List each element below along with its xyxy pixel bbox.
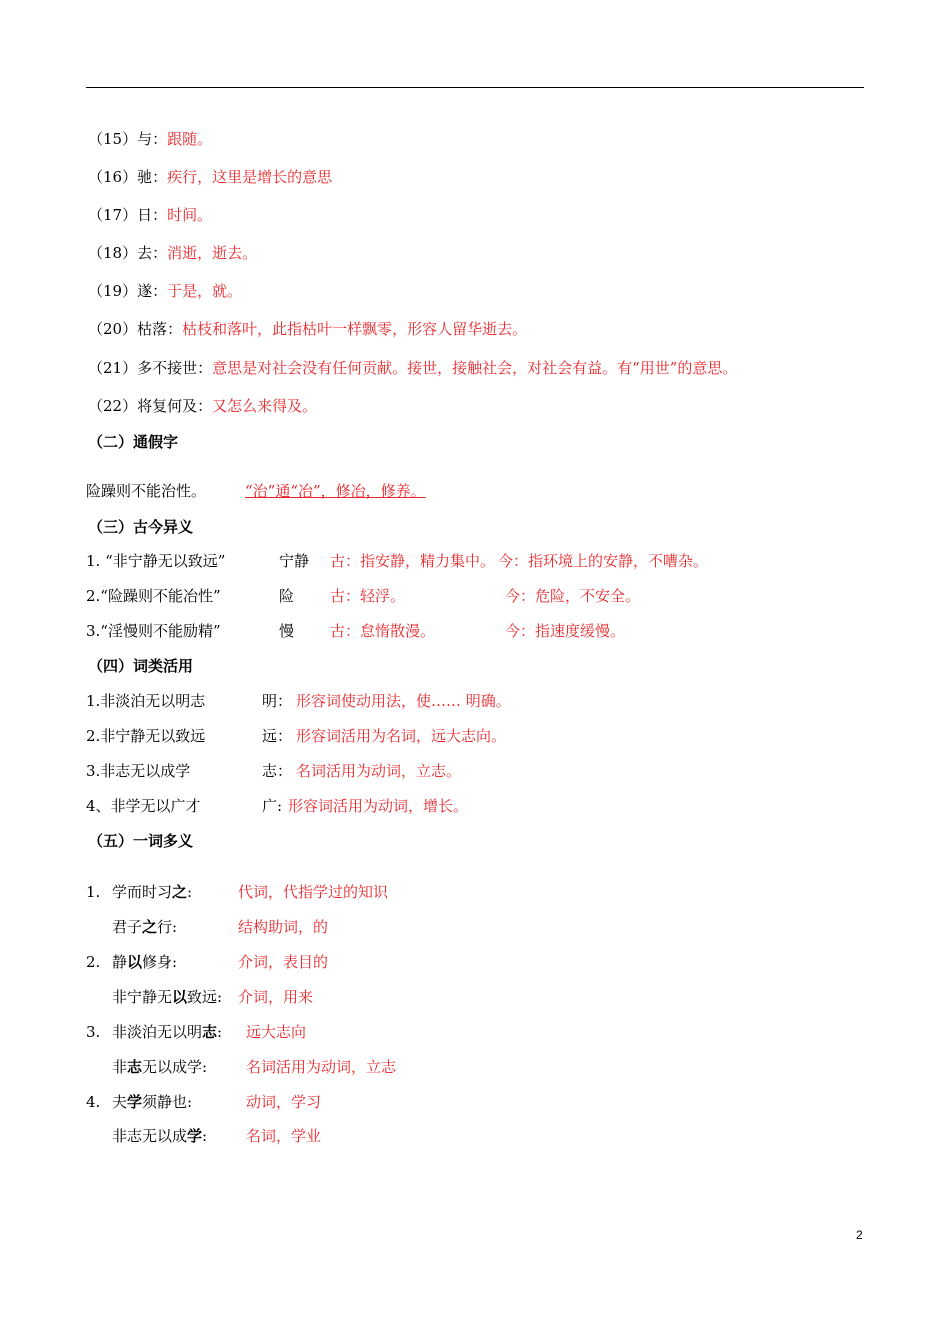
definition-value: 时间。	[167, 206, 213, 224]
definition-value: 疾行，这里是增长的意思	[167, 168, 333, 186]
huoyong-value: 形容词活用为名词，远大志向。	[296, 727, 507, 745]
tongjia-sentence: 险躁则不能治性。	[86, 482, 207, 500]
yici-pre: 夫	[112, 1093, 128, 1111]
header-rule	[86, 87, 864, 88]
definition-label: （20）枯落：	[88, 320, 183, 338]
huoyong-value: 名词活用为动词，立志。	[296, 762, 462, 780]
gujin-sentence: 1. “非宁静无以致远”	[86, 552, 226, 570]
yici-post: 无以成学:	[142, 1058, 208, 1076]
gujin-modern: 今：指环境上的安静，不嘈杂。	[498, 552, 709, 570]
yici-meaning: 远大志向	[246, 1023, 307, 1041]
yici-sentence	[112, 917, 177, 937]
definition-label: （22）将复何及：	[88, 397, 213, 415]
section-heading-cileihuoyong: （四）词类活用	[88, 657, 194, 675]
yici-sentence	[112, 1022, 222, 1042]
yici-group-number: 4.	[86, 1093, 101, 1111]
yici-group-number: 1.	[86, 883, 101, 901]
definition-value: 又怎么来得及。	[212, 397, 318, 415]
yici-pre: 非	[112, 1058, 128, 1076]
huoyong-sentence: 3.非志无以成学	[86, 762, 191, 780]
definition-label: （18）去：	[88, 244, 168, 262]
huoyong-sentence: 4、非学无以广才	[86, 797, 201, 815]
yici-pre: 非宁静无	[112, 988, 173, 1006]
yici-key: 以	[172, 988, 188, 1006]
definition-21	[88, 358, 737, 378]
yici-sentence	[112, 1126, 207, 1146]
gujin-sentence: 3.“淫慢则不能励精”	[86, 622, 221, 640]
definition-label: （16）驰：	[88, 168, 168, 186]
yici-post: :	[187, 883, 193, 901]
yici-post: 须静也:	[142, 1093, 193, 1111]
section-heading-tongjiazi: （二）通假字	[88, 433, 179, 451]
yici-meaning: 名词，学业	[246, 1127, 322, 1145]
definition-label: （19）遂：	[88, 282, 168, 300]
gujin-sentence: 2.“险躁则不能冶性”	[86, 587, 221, 605]
definition-value: 意思是对社会没有任何贡献。接世，接触社会，对社会有益。有“用世”的意思。	[212, 359, 738, 377]
yici-key: 志	[127, 1058, 143, 1076]
tongjia-answer: “治”通“冶”，修冶，修养。	[245, 482, 426, 500]
definition-label: （15）与：	[88, 130, 168, 148]
yici-key: 学	[127, 1093, 143, 1111]
huoyong-value: 形容词活用为动词，增长。	[288, 797, 469, 815]
yici-post: :	[217, 1023, 223, 1041]
yici-group-number: 3.	[86, 1023, 101, 1041]
definition-label: （17）日：	[88, 206, 168, 224]
yici-pre: 非淡泊无以明	[112, 1023, 203, 1041]
gujin-ancient: 古：怠惰散漫。	[330, 622, 436, 640]
gujin-ancient: 古：轻浮。	[330, 587, 406, 605]
yici-pre: 非志无以成	[112, 1127, 188, 1145]
definition-17	[88, 205, 212, 225]
definition-18	[88, 243, 257, 263]
yici-post: 致远:	[187, 988, 223, 1006]
yici-meaning: 动词，学习	[246, 1093, 322, 1111]
section-heading-gujinyiyi: （三）古今异义	[88, 518, 194, 536]
yici-sentence	[112, 882, 192, 902]
huoyong-word: 广:	[262, 797, 283, 815]
definition-value: 于是，就。	[167, 282, 243, 300]
yici-sentence	[112, 952, 177, 972]
yici-post: 行:	[157, 918, 178, 936]
yici-sentence	[112, 1057, 207, 1077]
huoyong-sentence: 2.非宁静无以致远	[86, 727, 206, 745]
definition-16	[88, 167, 332, 187]
definition-19	[88, 281, 242, 301]
definition-20	[88, 319, 527, 339]
yici-pre: 静	[112, 953, 128, 971]
yici-meaning: 介词，表目的	[238, 953, 329, 971]
yici-pre: 君子	[112, 918, 143, 936]
yici-key: 之	[172, 883, 188, 901]
yici-sentence	[112, 1092, 192, 1112]
yici-group-number: 2.	[86, 953, 101, 971]
definition-22	[88, 396, 317, 416]
gujin-word: 宁静	[279, 552, 310, 570]
gujin-modern: 今：危险，不安全。	[505, 587, 641, 605]
yici-key: 以	[127, 953, 143, 971]
definition-label: （21）多不接世：	[88, 359, 213, 377]
definition-value: 消逝，逝去。	[167, 244, 258, 262]
yici-post: 修身:	[142, 953, 178, 971]
yici-meaning: 结构助词，的	[238, 918, 329, 936]
yici-meaning: 介词，用来	[238, 988, 314, 1006]
yici-meaning: 名词活用为动词，立志	[246, 1058, 397, 1076]
gujin-modern: 今：指速度缓慢。	[505, 622, 626, 640]
gujin-ancient: 古：指安静，精力集中。	[330, 552, 496, 570]
section-heading-yiciduoyi: （五）一词多义	[88, 832, 194, 850]
yici-sentence	[112, 987, 222, 1007]
yici-key: 志	[202, 1023, 218, 1041]
huoyong-sentence: 1.非淡泊无以明志	[86, 692, 206, 710]
yici-post: :	[202, 1127, 208, 1145]
huoyong-word: 志：	[262, 762, 293, 780]
definition-value: 跟随。	[167, 130, 213, 148]
definition-15	[88, 129, 212, 149]
yici-key: 学	[187, 1127, 203, 1145]
yici-pre: 学而时习	[112, 883, 173, 901]
yici-key: 之	[142, 918, 158, 936]
huoyong-word: 远：	[262, 727, 293, 745]
definition-value: 枯枝和落叶，此指枯叶一样飘零，形容人留华逝去。	[182, 320, 528, 338]
gujin-word: 险	[279, 587, 295, 605]
huoyong-word: 明：	[262, 692, 293, 710]
gujin-word: 慢	[279, 622, 295, 640]
huoyong-value: 形容词使动用法，使…… 明确。	[296, 692, 511, 710]
page-number: 2	[856, 1228, 863, 1242]
yici-meaning: 代词，代指学过的知识	[238, 883, 389, 901]
